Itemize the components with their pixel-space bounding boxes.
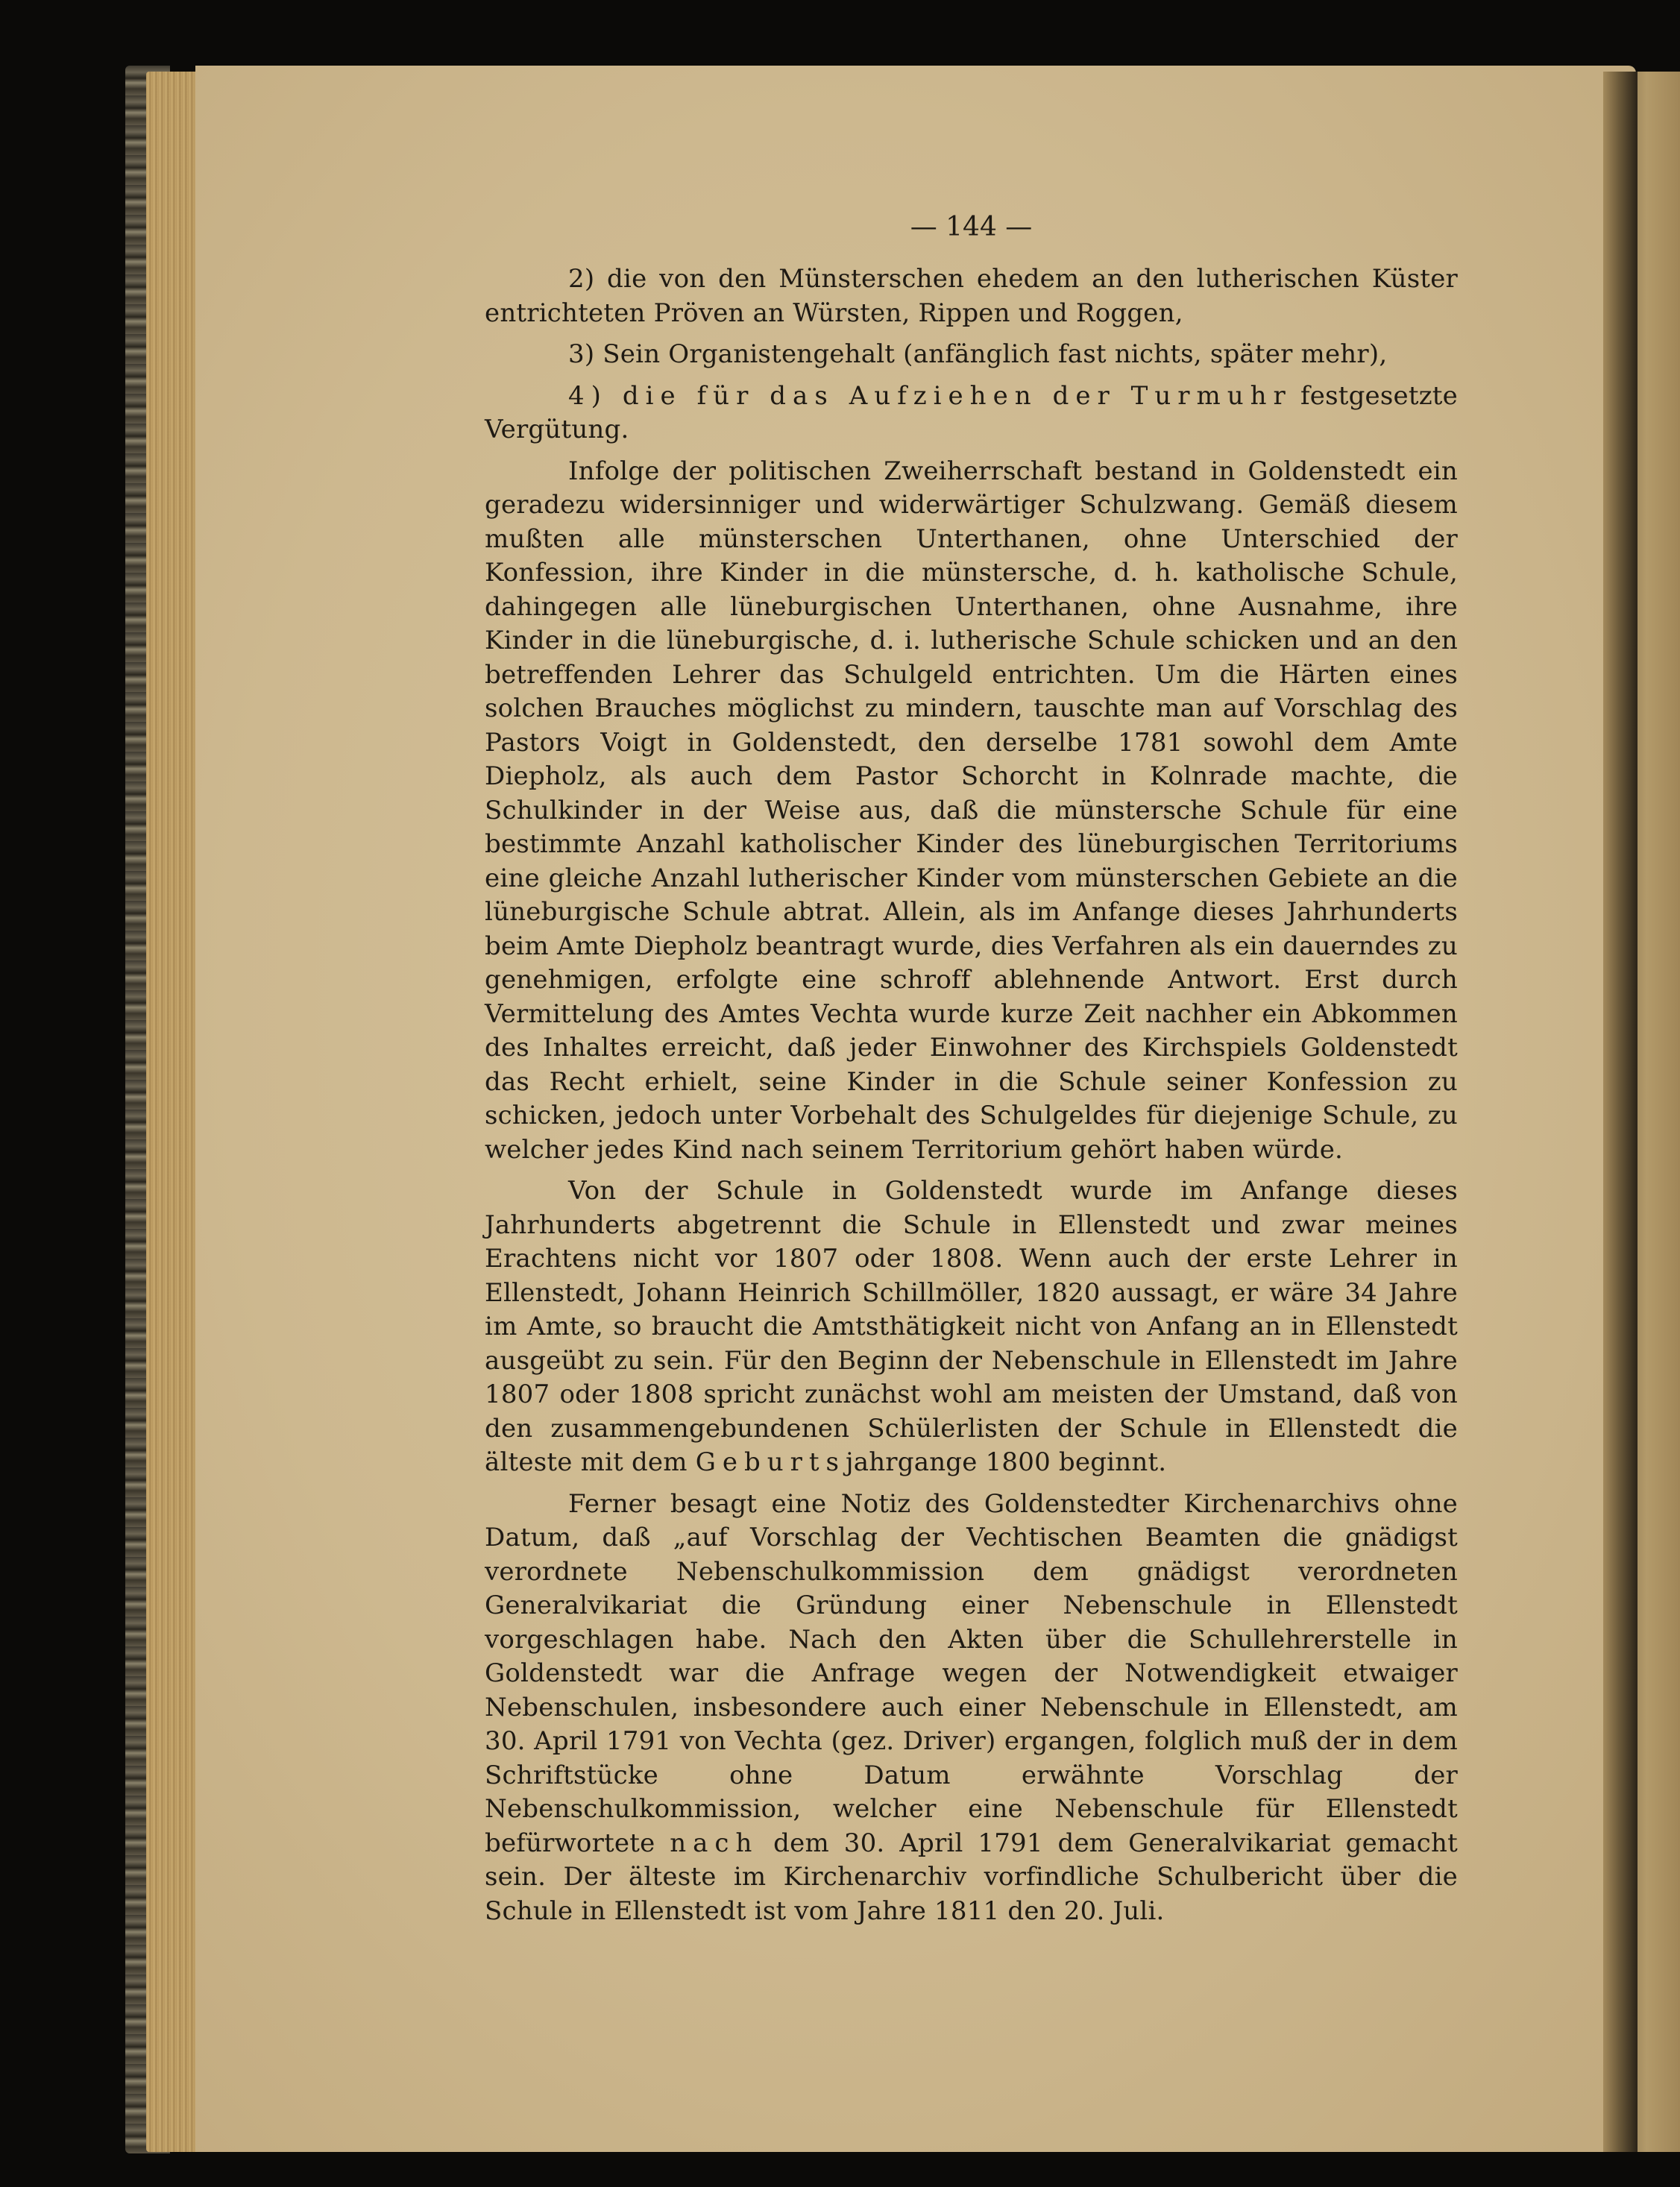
spaced-text: Geburts (695, 1447, 846, 1477)
spaced-text: nach (670, 1828, 759, 1858)
paragraph-ellenstedt-school (485, 1174, 1458, 1480)
list-item-4 (485, 380, 1458, 447)
book-gutter (1603, 72, 1637, 2152)
paragraph-text: Von der Schule in Goldenstedt wurde im Anfange dieses Jahrhunderts abgetrennt die Schule in Ellenstedt und zwar meines Erachtens nicht vor 1807 oder 1808. Wenn auch der erste Lehrer in Ellenstedt, Johann Heinrich Schillmöller, 1820 aussagt, er wäre 34 Jahre im Amte, so braucht die Amtsthätigkeit nicht von Anfang an in Ellenstedt ausgeübt zu sein. Für den Beginn der Nebenschule in Ellenstedt im Jahre 1807 oder 1808 spricht zunächst wohl am meisten der Umstand, daß von den zusammengebundenen Schülerlisten der Schule in Ellenstedt die älteste mit dem (485, 1176, 1458, 1477)
paragraph-text: dem 30. April 1791 dem Generalvikariat gemacht sein. Der älteste im Kirchenarchiv vorfindliche Schulbericht über die Schule in Ellenstedt ist vom Jahre 1811 den 20. Juli. (485, 1828, 1459, 1926)
list-item-2: 2) die von den Münsterschen ehedem an den lutherischen Küster entrichteten Pröven an Würsten, Rippen und Roggen, (485, 264, 1458, 328)
paragraph-church-archive-note (485, 1488, 1458, 1929)
list-item-4-tail: festgesetzte Vergütung. (485, 380, 1458, 444)
spaced-text: 4) die für das Aufziehen der Turmuhr (568, 380, 1292, 411)
paragraph-text: jahrgange 1800 beginnt. (846, 1447, 1167, 1477)
page-text (485, 209, 1458, 1928)
paragraph-school-compulsion: Infolge der politischen Zweiherrschaft bestand in Goldenstedt ein geradezu widersinniger und widerwärtiger Schulzwang. Gemäß diesem mußten alle münsterschen Unterthanen, ohne Unterschied der Konfession, ihre Kinder in die münstersche, d. h. katholische Schule, dahingegen alle lüneburgischen Unterthanen, ohne Ausnahme, ihre Kinder in die lüneburgische, d. i. lutherische Schule schicken und an den betreffenden Lehrer das Schulgeld entrichten. Um die Härten eines solchen Brauches möglichst zu mindern, tauschte man auf Vorschlag des Pastors Voigt in Goldenstedt, den derselbe 1781 sowohl dem Amte Diepholz, als auch dem Pastor Schorcht in Kolnrade machte, die Schulkinder in der Weise aus, daß die münstersche Schule für eine bestimmte Anzahl katholischer Kinder des lüneburgischen Territoriums eine gleiche Anzahl lutherischer Kinder vom münsterschen Gebiete an die lüneburgische Schule abtrat. Allein, als im Anfange dieses Jahrhunderts beim Amte Diepholz beantragt wurde, dies Verfahren als ein dauerndes zu genehmigen, erfolgte eine schroff ablehnende Antwort. Erst durch Vermittelung des Amtes Vechta wurde kurze Zeit nachher ein Abkommen des Inhaltes erreicht, daß jeder Einwohner des Kirchspiels Goldenstedt das Recht erhielt, seine Kinder in die Schule seiner Konfession zu schicken, jedoch unter Vorbehalt des Schulgeldes für diejenige Schule, zu welcher jedes Kind nach seinem Territorium gehört haben würde. (485, 456, 1458, 1165)
page-number: — 144 — (910, 212, 1033, 242)
list-item-3: 3) Sein Organistengehalt (anfänglich fast nichts, später mehr), (568, 339, 1388, 369)
paragraph-text: Ferner besagt eine Notiz des Goldenstedter Kirchenarchivs ohne Datum, daß „auf Vorschlag der Vechtischen Beamten die gnädigst verordnete Nebenschulkommission dem gnädigst verordneten Generalvikariat die Gründung einer Nebenschule in Ellenstedt vorgeschlagen habe. Nach den Akten über die Schullehrerstelle in Goldenstedt war die Anfrage wegen der Notwendigkeit etwaiger Nebenschulen, insbesondere auch einer Nebenschule in Ellenstedt, am 30. April 1791 von Vechta (gez. Driver) ergangen, folglich muß der in dem Schriftstücke ohne Datum erwähnte Vorschlag der Nebenschulkommission, welcher eine Nebenschule für Ellenstedt befürwortete (485, 1488, 1458, 1858)
